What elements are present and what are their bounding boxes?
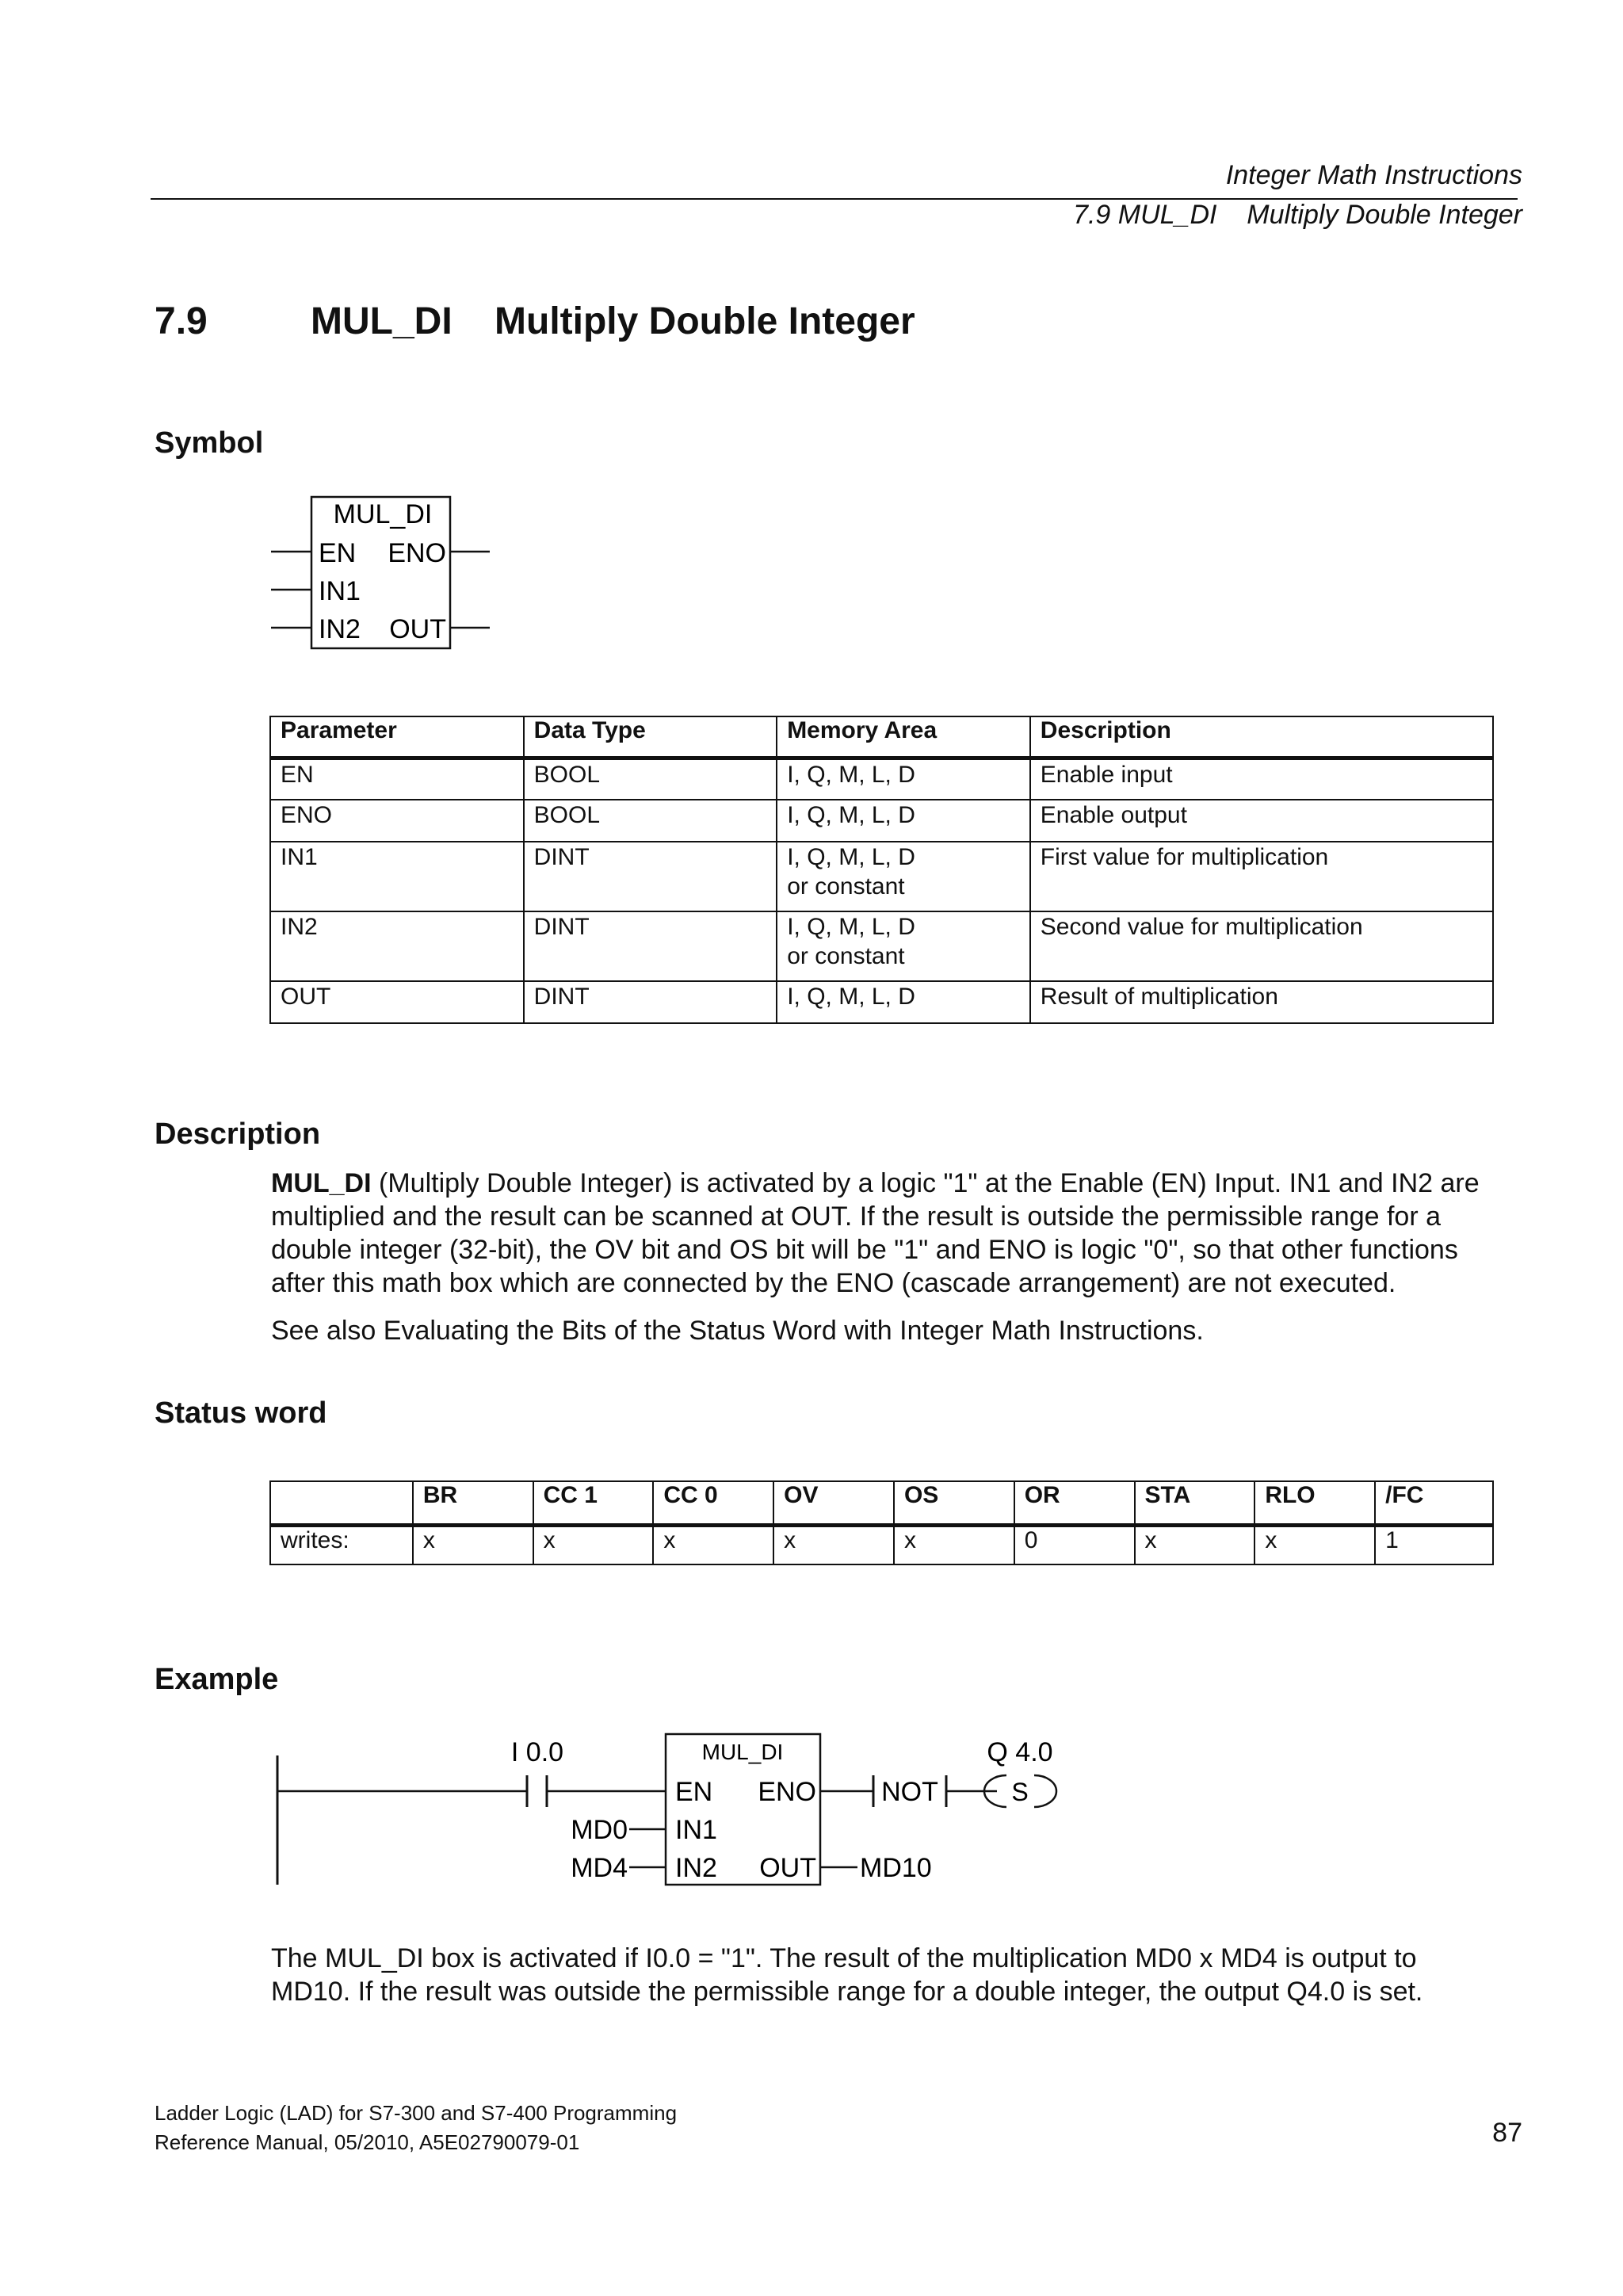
not-contact-label: NOT xyxy=(881,1777,938,1807)
example-pin-in2: IN2 xyxy=(675,1853,717,1883)
table-cell: EN xyxy=(270,758,524,800)
table-cell: BOOL xyxy=(524,758,777,800)
table-cell: DINT xyxy=(524,911,777,981)
section-title: MUL_DI Multiply Double Integer xyxy=(311,300,915,342)
column-header: Description xyxy=(1030,716,1493,758)
description-paragraph xyxy=(271,1167,1539,1300)
table-cell: IN1 xyxy=(270,842,524,911)
table-cell: I, Q, M, L, D or constant xyxy=(777,911,1030,981)
table-cell: BOOL xyxy=(524,800,777,842)
table-cell: 0 xyxy=(1014,1525,1135,1564)
page-number: 87 xyxy=(1492,2118,1522,2148)
table-cell: x xyxy=(413,1525,533,1564)
column-header: STA xyxy=(1135,1481,1255,1525)
table-row xyxy=(270,981,1493,1023)
column-header: /FC xyxy=(1375,1481,1493,1525)
footer-manual-id: Reference Manual, 05/2010, A5E02790079-01 xyxy=(155,2130,580,2154)
table-cell: I, Q, M, L, D xyxy=(777,800,1030,842)
table-row xyxy=(270,800,1493,842)
symbol-box-name: MUL_DI xyxy=(333,499,433,529)
table-row xyxy=(270,842,1493,911)
table-cell: x xyxy=(773,1525,894,1564)
table-row xyxy=(270,911,1493,981)
table-cell: First value for multiplication xyxy=(1030,842,1493,911)
table-cell: Result of multiplication xyxy=(1030,981,1493,1023)
example-heading: Example xyxy=(155,1663,279,1696)
table-cell: OUT xyxy=(270,981,524,1023)
example-pin-in1: IN1 xyxy=(675,1815,717,1845)
table-cell: x xyxy=(533,1525,654,1564)
out-operand: MD10 xyxy=(860,1853,932,1883)
example-text-line: The MUL_DI box is activated if I0.0 = "1". The result of the multiplication MD0 x MD4 is output to xyxy=(271,1943,1417,1973)
table-cell: 1 xyxy=(1375,1525,1493,1564)
column-header: OV xyxy=(773,1481,894,1525)
status-word-header xyxy=(270,1481,1493,1525)
symbol-heading: Symbol xyxy=(155,426,264,460)
symbol-pin-eno: ENO xyxy=(388,538,446,568)
description-heading: Description xyxy=(155,1117,321,1151)
table-cell: I, Q, M, L, D xyxy=(777,758,1030,800)
description-line: double integer (32-bit), the OV bit and OS bit will be "1" and ENO is logic "0", so that other functions xyxy=(271,1235,1458,1265)
column-header: CC 1 xyxy=(533,1481,654,1525)
table-cell: I, Q, M, L, D xyxy=(777,981,1030,1023)
table-cell: x xyxy=(1135,1525,1255,1564)
table-cell: IN2 xyxy=(270,911,524,981)
example-pin-en: EN xyxy=(675,1777,713,1807)
description-line: multiplied and the result can be scanned at OUT. If the result is outside the permissible range for a xyxy=(271,1201,1442,1232)
column-header: BR xyxy=(413,1481,533,1525)
column-header: OS xyxy=(894,1481,1014,1525)
table-cell: I, Q, M, L, D or constant xyxy=(777,842,1030,911)
description-line: (Multiply Double Integer) is activated by a logic "1" at the Enable (EN) Input. IN1 and IN2 are xyxy=(371,1168,1480,1198)
table-cell: Enable input xyxy=(1030,758,1493,800)
column-header: OR xyxy=(1014,1481,1135,1525)
description-lead: MUL_DI xyxy=(271,1168,372,1198)
running-header-section: 7.9 MUL_DI Multiply Double Integer xyxy=(1073,200,1522,230)
example-pin-out: OUT xyxy=(759,1853,816,1883)
column-header xyxy=(270,1481,413,1525)
column-header: RLO xyxy=(1254,1481,1375,1525)
section-number: 7.9 xyxy=(155,300,208,342)
symbol-diagram xyxy=(262,483,515,654)
example-text-line: MD10. If the result was outside the permissible range for a double integer, the output Q4.0 is set. xyxy=(271,1977,1423,2007)
parameter-table-header xyxy=(270,716,1493,758)
symbol-pin-in2: IN2 xyxy=(319,614,361,644)
in2-operand: MD4 xyxy=(571,1853,628,1883)
status-word-heading: Status word xyxy=(155,1396,327,1430)
table-cell: writes: xyxy=(270,1525,413,1564)
example-text xyxy=(271,1942,1539,2008)
table-cell: ENO xyxy=(270,800,524,842)
symbol-pin-out: OUT xyxy=(389,614,446,644)
table-cell: x xyxy=(894,1525,1014,1564)
table-row xyxy=(270,758,1493,800)
contact-label: I 0.0 xyxy=(510,1737,564,1767)
table-cell: Second value for multiplication xyxy=(1030,911,1493,981)
parameter-table xyxy=(269,716,1494,1024)
see-also-text: See also Evaluating the Bits of the Status Word with Integer Math Instructions. xyxy=(271,1316,1204,1346)
footer-manual-title: Ladder Logic (LAD) for S7-300 and S7-400 Programming xyxy=(155,2101,678,2125)
status-word-table xyxy=(269,1480,1494,1565)
symbol-pin-en: EN xyxy=(319,538,357,568)
table-cell: x xyxy=(1254,1525,1375,1564)
column-header: Memory Area xyxy=(777,716,1030,758)
example-box-name: MUL_DI xyxy=(701,1740,784,1764)
table-row xyxy=(270,1525,1493,1564)
coil-right-arc xyxy=(1034,1775,1056,1807)
in1-operand: MD0 xyxy=(571,1815,628,1845)
column-header: Parameter xyxy=(270,716,524,758)
running-header-chapter: Integer Math Instructions xyxy=(1225,160,1522,190)
example-pin-eno: ENO xyxy=(758,1777,816,1807)
table-cell: DINT xyxy=(524,842,777,911)
ladder-example-diagram xyxy=(262,1720,1094,1894)
column-header: Data Type xyxy=(524,716,777,758)
table-cell: DINT xyxy=(524,981,777,1023)
description-line: after this math box which are connected by the ENO (cascade arrangement) are not executed. xyxy=(271,1268,1396,1298)
table-cell: x xyxy=(653,1525,773,1564)
column-header: CC 0 xyxy=(653,1481,773,1525)
table-cell: Enable output xyxy=(1030,800,1493,842)
coil-address: Q 4.0 xyxy=(987,1737,1053,1767)
coil-type: S xyxy=(1011,1778,1029,1806)
symbol-pin-in1: IN1 xyxy=(319,576,361,606)
